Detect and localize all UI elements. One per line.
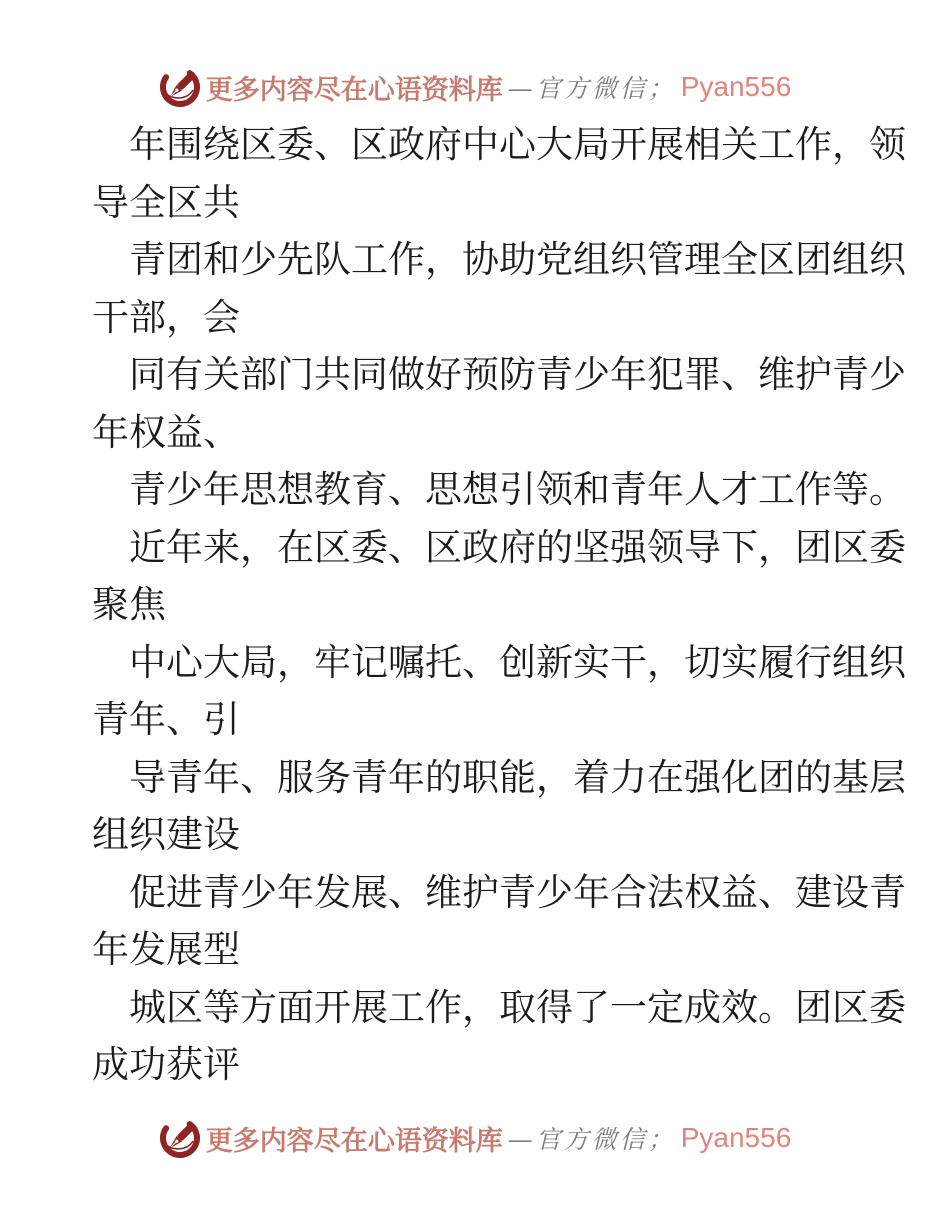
text-line: 年发展型 (92, 930, 240, 971)
text-line: 同有关部门共同做好预防青少年犯罪、维护青少 (129, 355, 906, 396)
text-line: 年围绕区委、区政府中心大局开展相关工作，领 (129, 125, 906, 166)
pen-logo-icon (159, 1117, 201, 1159)
text-line: 导全区共 (92, 182, 240, 224)
text-line: 城区等方面开展工作，取得了一定成效。团区委 (129, 987, 906, 1029)
watermark-wechat-label: —官方微信； (507, 1125, 676, 1154)
text-line: 促进青少年发展、维护青少年合法权益、建设青 (129, 872, 906, 914)
text-line: 导青年、服务青年的职能，着力在强化团的基层 (129, 757, 906, 799)
pen-logo-icon (159, 66, 201, 108)
watermark-wechat-id: Pyan556 (680, 1122, 792, 1153)
text-line: 近年来，在区委、区政府的坚强领导下，团区委 (129, 527, 906, 569)
text-line: 青年、引 (92, 700, 240, 741)
watermark-footer (0, 1117, 950, 1159)
text-line: 干部，会 (92, 297, 240, 339)
watermark-header (0, 66, 950, 108)
watermark-wechat-id: Pyan556 (680, 71, 792, 102)
text-line: 青团和少先队工作，协助党组织管理全区团组织 (129, 240, 906, 281)
watermark-brand-text: 更多内容尽在心语资料库 (205, 74, 503, 105)
text-line: 组织建设 (92, 815, 240, 856)
text-line: 青少年思想教育、思想引领和青年人才工作等。 (129, 470, 906, 511)
text-line: 成功获评 (92, 1045, 240, 1086)
text-line: 聚焦 (92, 585, 166, 626)
text-line: 年权益、 (92, 412, 240, 454)
watermark-wechat-label: —官方微信； (507, 74, 676, 103)
document-body (92, 117, 906, 1095)
text-line: 中心大局，牢记嘱托、创新实干，切实履行组织 (129, 642, 906, 684)
watermark-brand-text: 更多内容尽在心语资料库 (205, 1125, 503, 1156)
